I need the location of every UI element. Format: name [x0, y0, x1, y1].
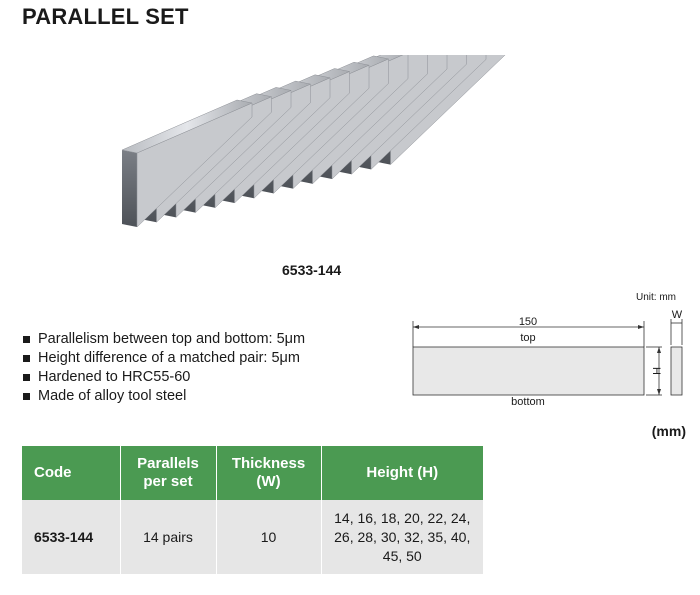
table-unit-label: (mm): [651, 423, 686, 439]
page-title: PARALLEL SET: [22, 4, 189, 29]
feature-list: [22, 330, 305, 406]
feature-item: Height difference of a matched pair: 5μm: [22, 349, 305, 368]
column-header-thickness: Thickness (W): [216, 446, 321, 500]
feature-item: Parallelism between top and bottom: 5μm: [22, 330, 305, 349]
bottom-label: bottom: [511, 396, 545, 408]
arrow-down-icon: [657, 389, 661, 395]
cell-heights: [321, 500, 483, 574]
product-code-caption: 6533-144: [282, 262, 342, 278]
cell-code: 6533-144: [22, 500, 120, 574]
arrow-up-icon: [657, 347, 661, 353]
cell-thickness: 10: [216, 500, 321, 574]
height-symbol: H: [650, 367, 662, 375]
parallel-set-photo: [110, 55, 510, 270]
cell-parallels: 14 pairs: [120, 500, 216, 574]
dimension-diagram: [400, 305, 700, 415]
arrow-right-icon: [638, 325, 644, 329]
heights-list: 14, 16, 18, 20, 22, 24, 26, 28, 30, 32, 35, 40, 45, 50: [334, 509, 471, 564]
column-header-code: Code: [22, 446, 120, 500]
unit-note: Unit: mm: [636, 292, 676, 303]
width-symbol: W: [671, 309, 683, 321]
table-row: [22, 500, 483, 574]
arrow-left-icon: [413, 325, 419, 329]
parallel-side-view: [671, 347, 682, 395]
feature-item: Made of alloy tool steel: [22, 387, 305, 406]
feature-item: Hardened to HRC55-60: [22, 368, 305, 387]
table-header-row: [22, 446, 483, 500]
column-header-parallels: Parallels per set: [120, 446, 216, 500]
length-label: 150: [518, 316, 538, 328]
column-header-height: Height (H): [321, 446, 483, 500]
top-label: top: [520, 332, 536, 344]
spec-table: [22, 446, 483, 574]
parallel-front-view: [413, 347, 644, 395]
